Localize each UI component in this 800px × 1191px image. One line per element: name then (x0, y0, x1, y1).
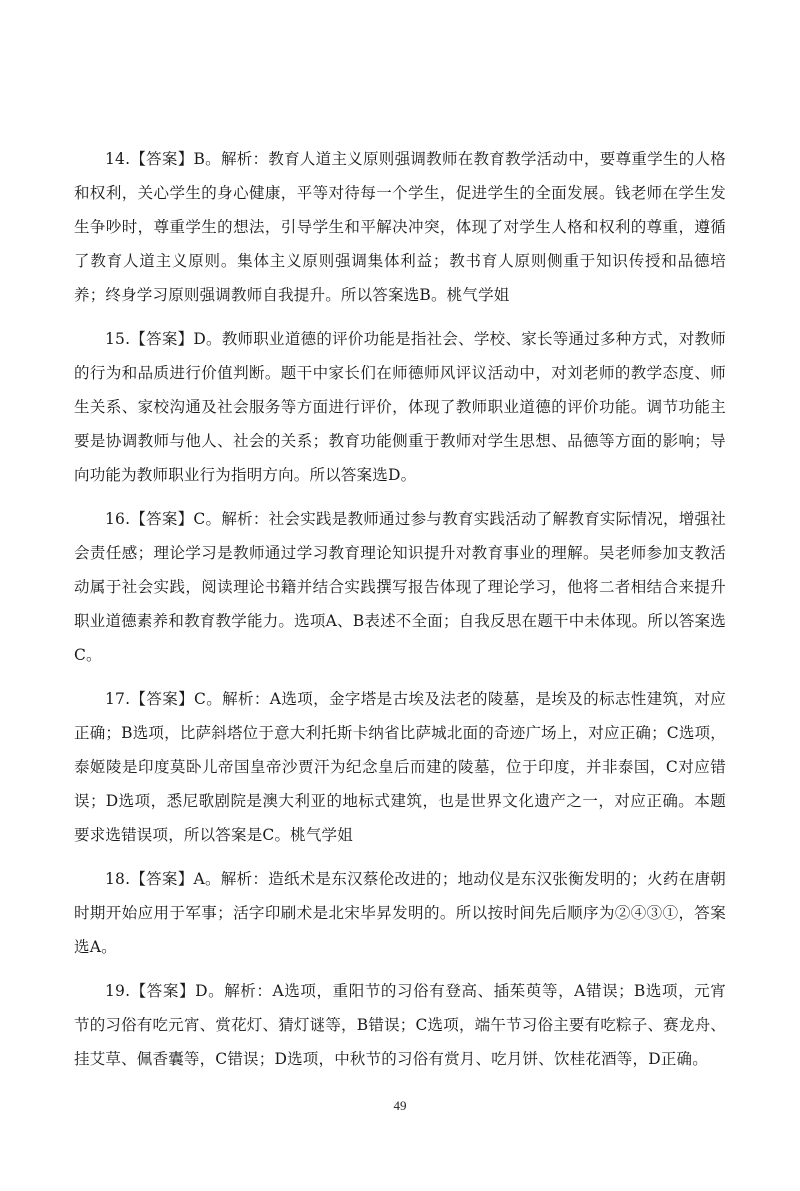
explanation-paragraph-19: 19.【答案】D。解析：A选项，重阳节的习俗有登高、插茱萸等，A错误；B选项，元宵节的习俗有吃元宵、赏花灯、猜灯谜等，B错误；C选项，端午节习俗主要有吃粽子、赛龙舟、挂艾草、佩香囊等，C错误；D选项，中秋节的习俗有赏月、吃月饼、饮桂花酒等，D正确。 (74, 982, 726, 1068)
explanation-paragraph-14: 14.【答案】B。解析：教育人道主义原则强调教师在教育教学活动中，要尊重学生的人格和权利，关心学生的身心健康，平等对待每一个学生，促进学生的全面发展。钱老师在学生发生争吵时，尊重学生的想法，引导学生和平解决冲突，体现了对学生人格和权利的尊重，遵循了教育人道主义原则。集体主义原则强调集体利益；教书育人原则侧重于知识传授和品德培养；终身学习原则强调教师自我提升。所以答案选B。桃气学姐 (74, 150, 726, 304)
explanation-paragraph-16: 16.【答案】C。解析：社会实践是教师通过参与教育实践活动了解教育实际情况，增强社会责任感；理论学习是教师通过学习教育理论知识提升对教育事业的理解。吴老师参加支教活动属于社会实践，阅读理论书籍并结合实践撰写报告体现了理论学习，他将二者相结合来提升职业道德素养和教育教学能力。选项A、B表述不全面；自我反思在题干中未体现。所以答案选C。 (74, 510, 726, 664)
answer-explanations (74, 142, 726, 1086)
page-number: 49 (393, 1098, 407, 1113)
explanation-paragraph-15: 15.【答案】D。教师职业道德的评价功能是指社会、学校、家长等通过多种方式，对教师的行为和品质进行价值判断。题干中家长们在师德师风评议活动中，对刘老师的教学态度、师生关系、家校沟通及社会服务等方面进行评价，体现了教师职业道德的评价功能。调节功能主要是协调教师与他人、社会的关系；教育功能侧重于教师对学生思想、品德等方面的影响；导向功能为教师职业行为指明方向。所以答案选D。 (74, 330, 726, 484)
explanation-paragraph-18: 18.【答案】A。解析：造纸术是东汉蔡伦改进的；地动仪是东汉张衡发明的；火药在唐朝时期开始应用于军事；活字印刷术是北宋毕昇发明的。所以按时间先后顺序为②④③①，答案选A。 (74, 870, 726, 956)
explanation-paragraph-17: 17.【答案】C。解析：A选项，金字塔是古埃及法老的陵墓，是埃及的标志性建筑，对应正确；B选项，比萨斜塔位于意大利托斯卡纳省比萨城北面的奇迹广场上，对应正确；C选项，泰姬陵是印度莫卧儿帝国皇帝沙贾汗为纪念皇后而建的陵墓，位于印度，并非泰国，C对应错误；D选项，悉尼歌剧院是澳大利亚的地标式建筑，也是世界文化遗产之一，对应正确。本题要求选错误项，所以答案是C。桃气学姐 (74, 690, 726, 844)
